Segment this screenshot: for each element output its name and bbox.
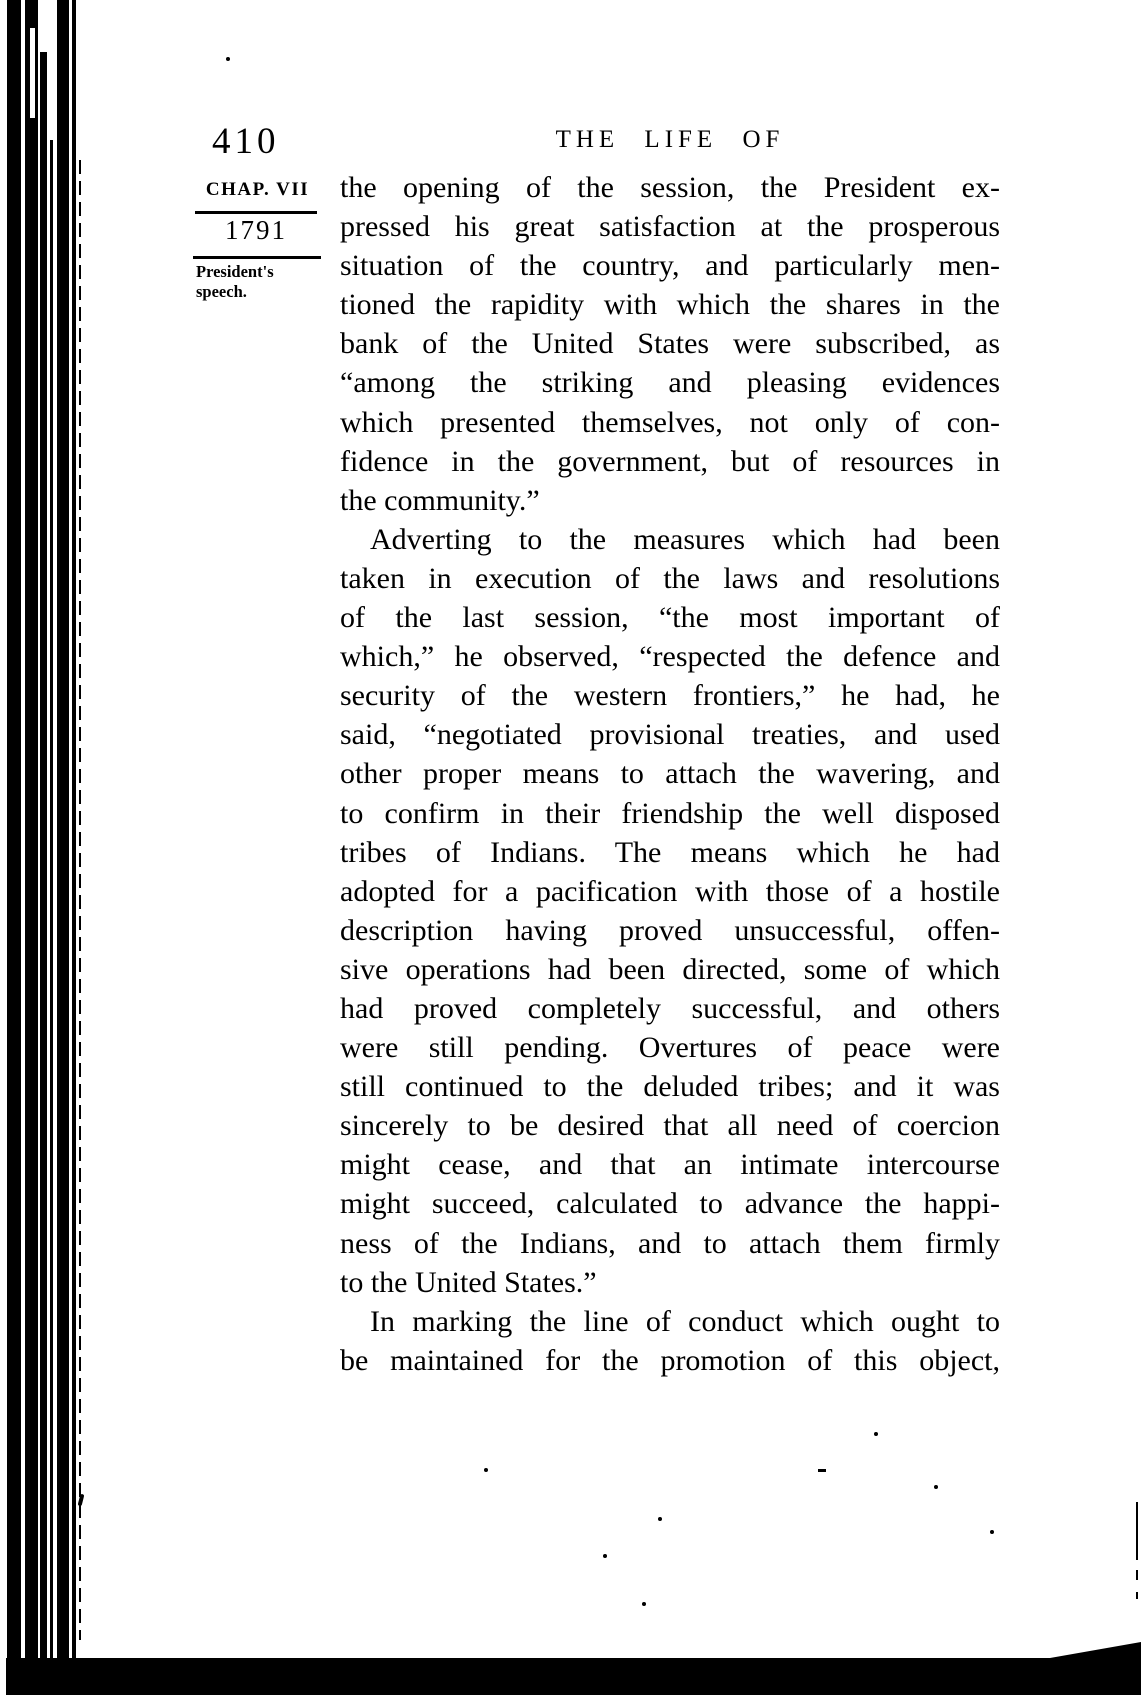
body-line: had proved completely successful, and others: [340, 991, 1000, 1025]
body-line: to the United States.”: [340, 1265, 597, 1299]
scan-speck: [484, 1468, 488, 1472]
gutter-stripe: [40, 52, 47, 1676]
body-line: adopted for a pacification with those of a hostile: [340, 874, 1000, 908]
scan-speck: [818, 1469, 826, 1472]
body-line: which,” he observed, “respected the defence and: [340, 640, 1000, 674]
gutter-stripe: [50, 140, 53, 1672]
gutter-stripe: [72, 0, 76, 1676]
body-line: In marking the line of conduct which ought to: [370, 1304, 1000, 1338]
body-text: [340, 168, 1000, 1380]
side-note: President's speech.: [196, 262, 274, 301]
margin-rule: [195, 211, 317, 214]
body-line: sive operations had been directed, some of which: [340, 952, 1000, 986]
scan-speck: [934, 1485, 938, 1489]
scan-edge-mark: [1136, 1502, 1138, 1560]
body-line: description having proved unsuccessful, offen-: [340, 913, 1000, 947]
body-line: other proper means to attach the wavering, and: [340, 757, 1000, 791]
body-line: the opening of the session, the President ex-: [340, 171, 1000, 204]
running-head: THE LIFE OF: [555, 126, 785, 153]
body-line: which presented themselves, not only of con-: [340, 405, 1000, 439]
gutter-stripe: [7, 0, 21, 1676]
gutter-stripe: [25, 0, 38, 1676]
scan-speck: [658, 1517, 662, 1521]
gutter-stripe: [57, 0, 69, 1676]
body-line: situation of the country, and particularly men-: [340, 249, 1000, 283]
body-line: the community.”: [340, 483, 540, 517]
page-number: 410: [212, 121, 280, 162]
body-line: taken in execution of the laws and resolutions: [340, 561, 1000, 595]
gutter-stripe: [79, 160, 81, 1640]
margin-rule: [193, 256, 321, 259]
body-line: still continued to the deluded tribes; and it was: [340, 1070, 1000, 1104]
scan-edge-mark: [1136, 1592, 1138, 1599]
body-line: might succeed, calculated to advance the happi-: [340, 1187, 1000, 1221]
body-line: security of the western frontiers,” he had, he: [340, 679, 1000, 713]
year-label: 1791: [225, 215, 287, 245]
body-line: fidence in the government, but of resources in: [340, 444, 1000, 478]
body-line: bank of the United States were subscribed, as: [340, 327, 1000, 361]
scan-speck: [990, 1530, 994, 1534]
gutter-gap: [21, 0, 25, 140]
gutter-gap: [30, 28, 35, 118]
body-line: pressed his great satisfaction at the prosperous: [340, 210, 1000, 244]
scan-speck: [226, 57, 230, 61]
scan-speck: [874, 1432, 878, 1436]
body-line: tioned the rapidity with which the shares in the: [340, 288, 1000, 322]
scan-speck: [642, 1602, 646, 1606]
body-line: ness of the Indians, and to attach them firmly: [340, 1226, 1000, 1260]
body-line: Adverting to the measures which had been: [370, 522, 1000, 556]
body-line: tribes of Indians. The means which he had: [340, 835, 1000, 869]
body-line: were still pending. Overtures of peace were: [340, 1031, 1000, 1065]
body-line: said, “negotiated provisional treaties, and used: [340, 718, 1000, 752]
scan-bottom-bar-artifact: [0, 1640, 1141, 1700]
scan-speck: [603, 1554, 607, 1558]
body-line: to confirm in their friendship the well disposed: [340, 796, 1000, 830]
body-line: be maintained for the promotion of this object,: [340, 1343, 1000, 1377]
body-line: “among the striking and pleasing evidences: [340, 366, 1000, 400]
body-line: sincerely to be desired that all need of coercion: [340, 1109, 1000, 1143]
chapter-label: CHAP. VII: [205, 179, 310, 200]
scan-gutter-artifact: [0, 0, 100, 1700]
scan-edge-mark: [1136, 1570, 1138, 1580]
body-line: of the last session, “the most important of: [340, 601, 1000, 635]
body-line: might cease, and that an intimate intercourse: [340, 1148, 1000, 1182]
